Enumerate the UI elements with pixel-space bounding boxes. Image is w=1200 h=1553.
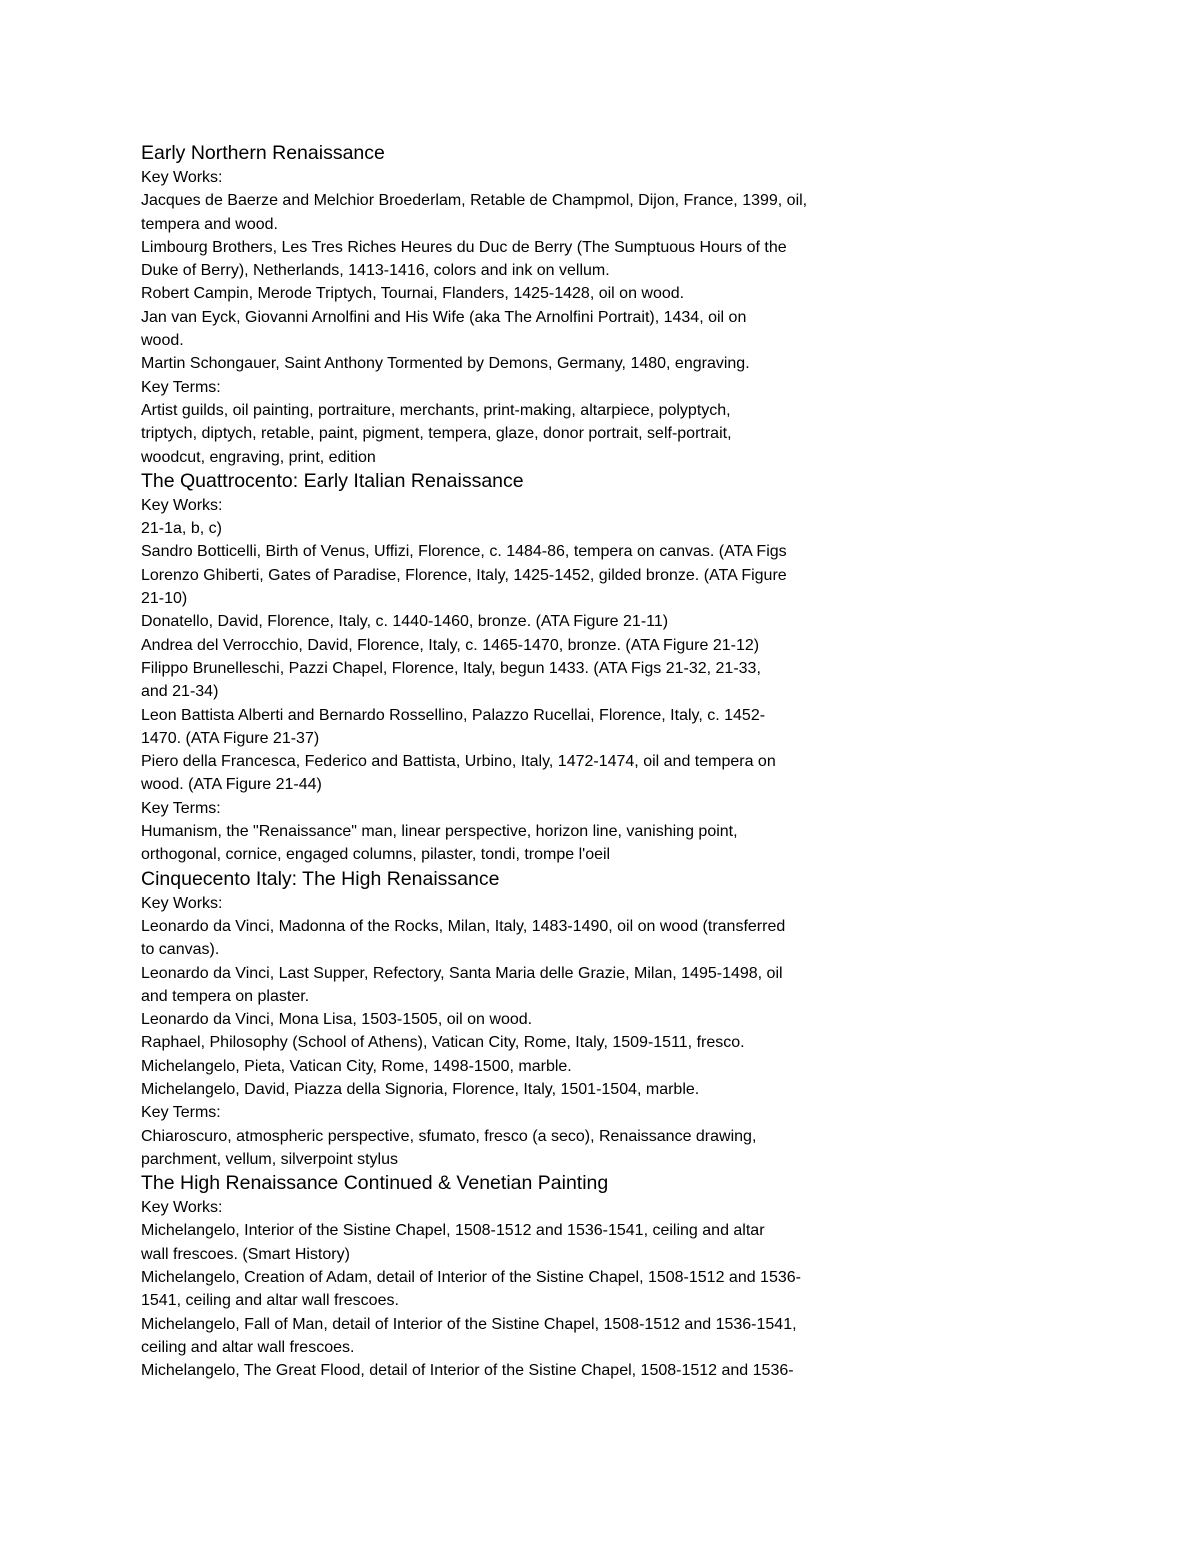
text-line: parchment, vellum, silverpoint stylus bbox=[141, 1150, 398, 1168]
key-works-label: Key Works: bbox=[141, 1199, 223, 1217]
text-line: Leonardo da Vinci, Last Supper, Refectory, Santa Maria delle Grazie, Milan, 1495-1498, oil bbox=[141, 964, 783, 982]
text-line: Artist guilds, oil painting, portraiture, merchants, print-making, altarpiece, polyptych, bbox=[141, 401, 731, 419]
section-heading: The High Renaissance Continued & Venetian Painting bbox=[141, 1172, 609, 1195]
text-line: woodcut, engraving, print, edition bbox=[141, 448, 376, 466]
text-line: Michelangelo, The Great Flood, detail of Interior of the Sistine Chapel, 1508-1512 and 1536- bbox=[141, 1362, 794, 1380]
text-line: 21-1a, b, c) bbox=[141, 520, 222, 538]
section-high-renaissance-continued bbox=[141, 1171, 901, 1382]
text-line: Robert Campin, Merode Triptych, Tournai, Flanders, 1425-1428, oil on wood. bbox=[141, 285, 685, 303]
text-line: 1541, ceiling and altar wall frescoes. bbox=[141, 1292, 399, 1310]
text-line: Donatello, David, Florence, Italy, c. 1440-1460, bronze. (ATA Figure 21-11) bbox=[141, 613, 669, 631]
text-line: Sandro Botticelli, Birth of Venus, Uffizi, Florence, c. 1484-86, tempera on canvas. (ATA Figs bbox=[141, 543, 787, 561]
text-line: Leonardo da Vinci, Mona Lisa, 1503-1505, oil on wood. bbox=[141, 1011, 533, 1029]
document-page bbox=[141, 141, 901, 1383]
text-line: Duke of Berry), Netherlands, 1413-1416, colors and ink on vellum. bbox=[141, 262, 610, 280]
text-line: Martin Schongauer, Saint Anthony Tormented by Demons, Germany, 1480, engraving. bbox=[141, 355, 750, 373]
key-terms-label: Key Terms: bbox=[141, 378, 221, 396]
key-works-label: Key Works: bbox=[141, 496, 223, 514]
text-line: Michelangelo, David, Piazza della Signoria, Florence, Italy, 1501-1504, marble. bbox=[141, 1080, 700, 1098]
text-line: Andrea del Verrocchio, David, Florence, Italy, c. 1465-1470, bronze. (ATA Figure 21-12) bbox=[141, 636, 760, 654]
section-heading: Cinquecento Italy: The High Renaissance bbox=[141, 867, 500, 890]
text-line: Limbourg Brothers, Les Tres Riches Heures du Duc de Berry (The Sumptuous Hours of the bbox=[141, 238, 787, 256]
text-line: Michelangelo, Pieta, Vatican City, Rome, 1498-1500, marble. bbox=[141, 1057, 572, 1075]
text-line: and tempera on plaster. bbox=[141, 987, 310, 1005]
text-line: Raphael, Philosophy (School of Athens), Vatican City, Rome, Italy, 1509-1511, fresco. bbox=[141, 1034, 745, 1052]
key-terms-label: Key Terms: bbox=[141, 1104, 221, 1122]
text-line: Jacques de Baerze and Melchior Broederlam, Retable de Champmol, Dijon, France, 1399, oil, bbox=[141, 192, 808, 210]
key-works-label: Key Works: bbox=[141, 169, 223, 186]
text-line: wood. bbox=[141, 332, 184, 350]
section-heading: The Quattrocento: Early Italian Renaissance bbox=[141, 469, 524, 492]
text-line: 21-10) bbox=[141, 590, 188, 608]
text-line: Michelangelo, Creation of Adam, detail of Interior of the Sistine Chapel, 1508-1512 and 1536- bbox=[141, 1269, 801, 1287]
text-line: Michelangelo, Interior of the Sistine Chapel, 1508-1512 and 1536-1541, ceiling and altar bbox=[141, 1222, 765, 1240]
text-line: Humanism, the "Renaissance" man, linear perspective, horizon line, vanishing point, bbox=[141, 823, 738, 841]
text-line: to canvas). bbox=[141, 941, 220, 959]
text-line: Jan van Eyck, Giovanni Arnolfini and His Wife (aka The Arnolfini Portrait), 1434, oil on bbox=[141, 308, 747, 326]
text-line: Leonardo da Vinci, Madonna of the Rocks, Milan, Italy, 1483-1490, oil on wood (transferred bbox=[141, 917, 786, 935]
text-line: wall frescoes. (Smart History) bbox=[141, 1245, 350, 1263]
text-line: Michelangelo, Fall of Man, detail of Interior of the Sistine Chapel, 1508-1512 and 1536-1541, bbox=[141, 1315, 797, 1333]
text-line: Filippo Brunelleschi, Pazzi Chapel, Florence, Italy, begun 1433. (ATA Figs 21-32, 21-33, bbox=[141, 659, 761, 677]
text-line: orthogonal, cornice, engaged columns, pilaster, tondi, trompe l'oeil bbox=[141, 846, 611, 864]
text-line: Chiaroscuro, atmospheric perspective, sfumato, fresco (a seco), Renaissance drawing, bbox=[141, 1127, 757, 1145]
text-line: 1470. (ATA Figure 21-37) bbox=[141, 729, 320, 747]
section-quattrocento bbox=[141, 469, 901, 867]
section-early-northern bbox=[141, 141, 901, 469]
text-line: Leon Battista Alberti and Bernardo Rossellino, Palazzo Rucellai, Florence, Italy, c. 1452- bbox=[141, 706, 766, 724]
text-line: ceiling and altar wall frescoes. bbox=[141, 1338, 355, 1356]
text-line: wood. (ATA Figure 21-44) bbox=[141, 776, 322, 794]
text-line: tempera and wood. bbox=[141, 215, 278, 233]
text-line: Lorenzo Ghiberti, Gates of Paradise, Florence, Italy, 1425-1452, gilded bronze. (ATA Figure bbox=[141, 566, 787, 584]
text-line: and 21-34) bbox=[141, 683, 219, 701]
section-cinquecento bbox=[141, 867, 901, 1172]
key-terms-label: Key Terms: bbox=[141, 799, 221, 817]
text-line: triptych, diptych, retable, paint, pigment, tempera, glaze, donor portrait, self-portrait, bbox=[141, 425, 732, 443]
key-works-label: Key Works: bbox=[141, 894, 223, 912]
section-heading: Early Northern Renaissance bbox=[141, 142, 385, 164]
text-line: Piero della Francesca, Federico and Battista, Urbino, Italy, 1472-1474, oil and tempera on bbox=[141, 753, 776, 771]
